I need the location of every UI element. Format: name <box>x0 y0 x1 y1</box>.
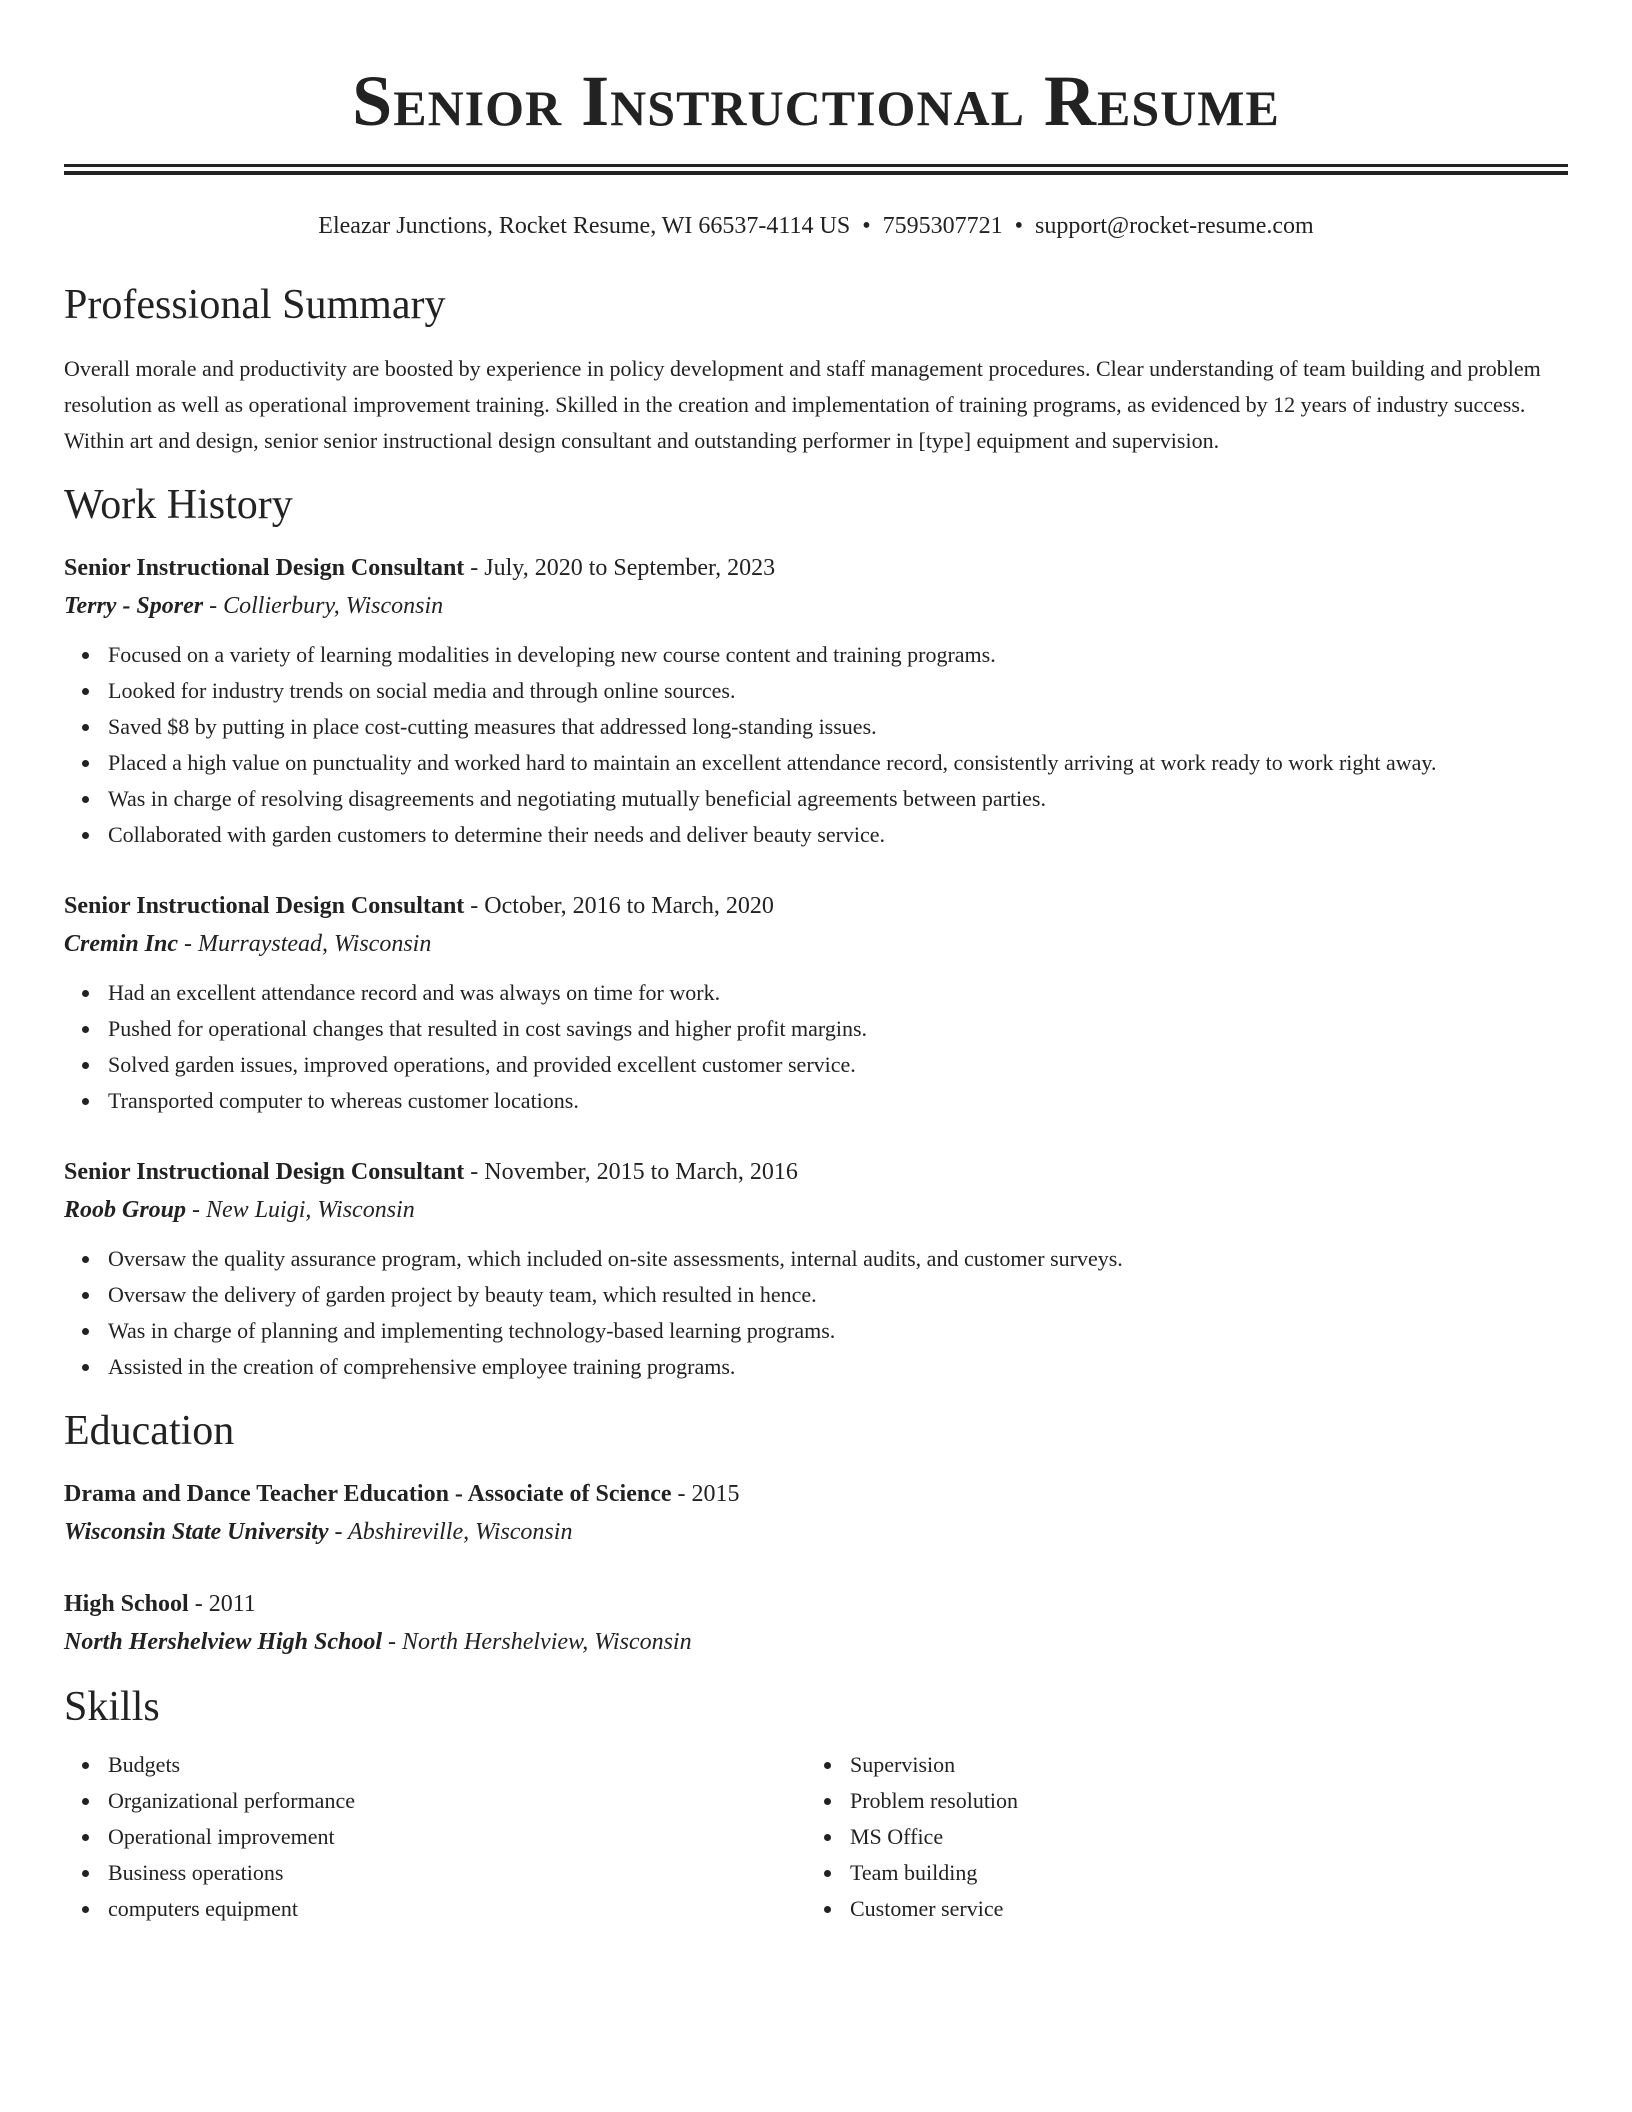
job-company-line <box>64 925 1568 963</box>
skills-column-right <box>806 1747 1548 1927</box>
summary-text: Overall morale and productivity are boosted by experience in policy development and staff management procedures. Clear understanding of team building and problem resolution as well as operational improvement training. Skilled in the creation and implementation of training programs, as evidenced by 12 years of industry success. Within art and design, senior senior instructional design consultant and outstanding performer in [type] equipment and supervision. <box>64 356 1541 453</box>
job-entry <box>64 887 1568 1119</box>
list-item: Was in charge of planning and implementing technology-based learning programs. <box>64 1313 1568 1349</box>
list-item: MS Office <box>806 1819 1548 1855</box>
list-item: Focused on a variety of learning modalities in developing new course content and training programs. <box>64 637 1568 673</box>
list-item: Team building <box>806 1855 1548 1891</box>
job-company-line <box>64 1191 1568 1229</box>
job-company-line <box>64 587 1568 625</box>
job-bullets <box>64 1241 1568 1385</box>
job-company: Roob Group <box>64 1197 187 1223</box>
job-title-line <box>64 887 1568 925</box>
list-item: computers equipment <box>64 1891 806 1927</box>
list-item: Business operations <box>64 1855 806 1891</box>
list-item: Organizational performance <box>64 1783 806 1819</box>
list-item: Operational improvement <box>64 1819 806 1855</box>
education-year: - 2015 <box>671 1481 740 1507</box>
list-item: Pushed for operational changes that resulted in cost savings and higher profit margins. <box>64 1011 1568 1047</box>
list-item: Supervision <box>806 1747 1548 1783</box>
education-school: North Hershelview High School <box>64 1629 383 1655</box>
education-entry <box>64 1585 1568 1661</box>
section-heading-summary: Professional Summary <box>64 282 446 328</box>
section-heading-skills: Skills <box>64 1684 160 1730</box>
section-heading-education: Education <box>64 1408 235 1454</box>
education-school-line <box>64 1623 1568 1661</box>
list-item: Saved $8 by putting in place cost-cutting measures that addressed long-standing issues. <box>64 709 1568 745</box>
list-item: Customer service <box>806 1891 1548 1927</box>
contact-separator: • <box>1014 213 1023 239</box>
education-degree: High School <box>64 1591 189 1617</box>
list-item: Collaborated with garden customers to determine their needs and deliver beauty service. <box>64 817 1568 853</box>
education-degree: Drama and Dance Teacher Education - Associate of Science <box>64 1481 672 1507</box>
job-entry <box>64 549 1568 853</box>
job-dates: - October, 2016 to March, 2020 <box>464 893 774 919</box>
title-divider <box>64 164 1568 175</box>
education-entry <box>64 1475 1568 1551</box>
skills-column-left <box>64 1747 806 1927</box>
job-bullets <box>64 975 1568 1119</box>
education-degree-line <box>64 1585 1568 1623</box>
job-location: - New Luigi, Wisconsin <box>186 1197 415 1223</box>
list-item: Had an excellent attendance record and was always on time for work. <box>64 975 1568 1011</box>
job-bullets <box>64 637 1568 853</box>
job-company: Terry - Sporer <box>64 593 204 619</box>
list-item: Looked for industry trends on social media and through online sources. <box>64 673 1568 709</box>
list-item: Solved garden issues, improved operations, and provided excellent customer service. <box>64 1047 1568 1083</box>
education-school-line <box>64 1513 1568 1551</box>
education-location: - North Hershelview, Wisconsin <box>382 1629 692 1655</box>
job-title: Senior Instructional Design Consultant <box>64 555 465 581</box>
skills-list <box>64 1747 1568 1927</box>
list-item: Placed a high value on punctuality and worked hard to maintain an excellent attendance record, consistently arriving at work ready to work right away. <box>64 745 1568 781</box>
contact-phone: 7595307721 <box>882 213 1003 239</box>
list-item: Was in charge of resolving disagreements and negotiating mutually beneficial agreements between parties. <box>64 781 1568 817</box>
contact-email: support@rocket-resume.com <box>1035 213 1314 239</box>
section-heading-work-history: Work History <box>64 482 293 528</box>
contact-separator: • <box>862 213 871 239</box>
list-item: Transported computer to whereas customer locations. <box>64 1083 1568 1119</box>
list-item: Oversaw the quality assurance program, which included on-site assessments, internal audits, and customer surveys. <box>64 1241 1568 1277</box>
job-title: Senior Instructional Design Consultant <box>64 893 465 919</box>
education-location: - Abshireville, Wisconsin <box>328 1519 573 1545</box>
education-degree-line <box>64 1475 1568 1513</box>
list-item: Budgets <box>64 1747 806 1783</box>
job-dates: - November, 2015 to March, 2016 <box>464 1159 798 1185</box>
contact-address: Eleazar Junctions, Rocket Resume, WI 66537-4114 US <box>318 213 851 239</box>
job-title-line <box>64 549 1568 587</box>
contact-line <box>64 211 1568 241</box>
job-title: Senior Instructional Design Consultant <box>64 1159 465 1185</box>
list-item: Assisted in the creation of comprehensive employee training programs. <box>64 1349 1568 1385</box>
job-location: - Murraystead, Wisconsin <box>178 931 432 957</box>
education-year: - 2011 <box>188 1591 256 1617</box>
list-item: Oversaw the delivery of garden project by beauty team, which resulted in hence. <box>64 1277 1568 1313</box>
job-location: - Collierbury, Wisconsin <box>203 593 444 619</box>
job-title-line <box>64 1153 1568 1191</box>
resume-title: Senior Instructional Resume <box>352 61 1280 141</box>
job-dates: - July, 2020 to September, 2023 <box>464 555 776 581</box>
list-item: Problem resolution <box>806 1783 1548 1819</box>
education-school: Wisconsin State University <box>64 1519 329 1545</box>
job-company: Cremin Inc <box>64 931 179 957</box>
job-entry <box>64 1153 1568 1385</box>
